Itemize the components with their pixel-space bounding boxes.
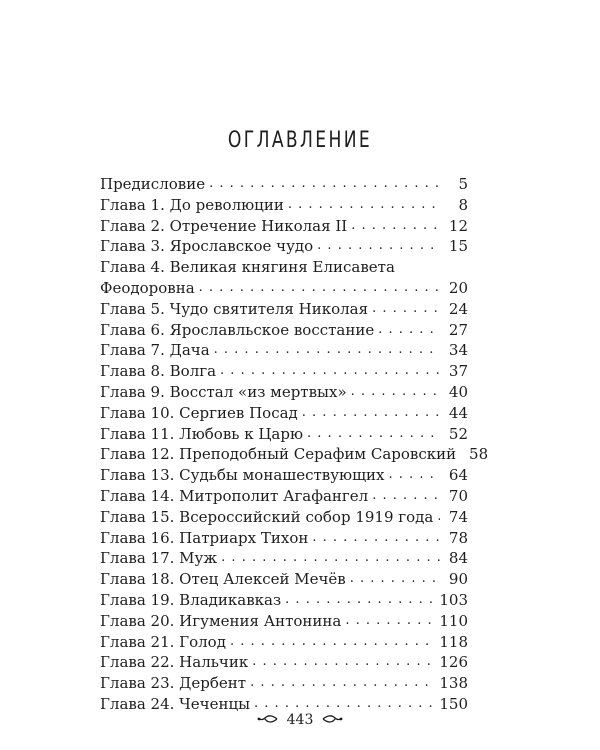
dot-leader — [288, 195, 440, 216]
toc-entry — [100, 507, 468, 528]
toc-entry-page: 74 — [448, 507, 468, 526]
toc-entry-title: Предисловие — [100, 175, 206, 193]
dot-leader — [209, 174, 440, 195]
toc-entry-page: 27 — [448, 320, 468, 339]
toc-entry-title: Глава 17. Муж — [100, 549, 218, 568]
toc-entry-title: Глава 8. Волга — [100, 362, 217, 381]
toc-entry — [100, 195, 468, 216]
toc-entry — [100, 528, 468, 549]
toc-entry-title: Глава 2. Отречение Николая II — [100, 216, 348, 235]
toc-entry-page: 44 — [448, 403, 468, 422]
toc-entry-title: Глава 6. Ярославльское восстание — [100, 320, 375, 339]
dot-leader — [317, 236, 440, 257]
toc-entry-title: Глава 9. Восстал «из мертвых» — [100, 382, 347, 401]
toc-entry-page: 118 — [439, 632, 468, 651]
toc-entry-page: 8 — [458, 195, 468, 214]
toc-entry — [100, 590, 468, 611]
dot-leader — [220, 361, 440, 382]
dot-leader — [302, 403, 440, 424]
folio-number: 443 — [286, 712, 314, 728]
dot-leader — [312, 528, 440, 549]
toc-entry-title: Глава 1. До революции — [100, 195, 284, 214]
toc-entry-page: 52 — [448, 424, 468, 443]
toc-entry-title: Глава 14. Митрополит Агафангел — [100, 486, 369, 505]
table-of-contents — [100, 174, 489, 715]
toc-entry-page: 84 — [448, 549, 468, 568]
toc-entry-title: Глава 3. Ярославское чудо — [100, 237, 314, 256]
toc-entry — [100, 548, 468, 569]
toc-entry — [100, 424, 468, 445]
toc-entry-title: Глава 13. Судьбы монашествующих — [100, 466, 385, 485]
toc-entry-page: 5 — [458, 175, 468, 193]
toc-entry-page: 126 — [439, 653, 468, 672]
dot-leader — [389, 465, 440, 486]
toc-entry-title: Глава 18. Отец Алексей Мечёв — [100, 570, 346, 589]
toc-entry — [100, 340, 468, 361]
toc-entry-title: Глава 12. Преподобный Серафим Саровский — [100, 445, 457, 464]
dot-leader — [345, 611, 435, 632]
toc-entry — [100, 444, 489, 465]
toc-entry — [100, 611, 468, 632]
toc-entry-title: Глава 5. Чудо святителя Николая — [100, 299, 369, 318]
dot-leader — [372, 486, 440, 507]
toc-entry — [100, 569, 468, 590]
dot-leader — [250, 673, 435, 694]
dot-leader — [285, 590, 435, 611]
right-ornament-icon — [322, 712, 344, 728]
dot-leader — [221, 548, 440, 569]
toc-entry — [100, 236, 468, 257]
dot-leader — [307, 424, 440, 445]
toc-entry-title: Глава 15. Всероссийский собор 1919 года — [100, 507, 434, 526]
toc-entry-title: Глава 24. Чеченцы — [100, 694, 251, 713]
toc-entry-page: 40 — [448, 382, 468, 401]
toc-entry — [100, 278, 468, 299]
toc-entry-page: 64 — [448, 466, 468, 485]
toc-entry-title: Глава 10. Сергиев Посад — [100, 403, 298, 422]
toc-entry — [100, 403, 468, 424]
toc-entry — [100, 361, 468, 382]
toc-entry-title: Феодоровна — [100, 278, 195, 297]
toc-entry-page: 20 — [448, 278, 468, 297]
toc-entry-page: 90 — [448, 570, 468, 589]
toc-entry — [100, 174, 468, 195]
toc-entry-page: 138 — [439, 674, 468, 693]
toc-entry — [100, 632, 468, 653]
dot-leader — [252, 652, 435, 673]
toc-entry — [100, 465, 468, 486]
toc-entry — [100, 257, 468, 278]
dot-leader — [378, 320, 440, 341]
toc-entry-title: Глава 16. Патриарх Тихон — [100, 528, 309, 547]
toc-entry-title: Глава 21. Голод — [100, 632, 226, 651]
toc-entry-page: 37 — [448, 362, 468, 381]
page-number — [0, 712, 600, 728]
toc-entry — [100, 216, 468, 237]
dot-leader — [351, 216, 440, 237]
dot-leader — [230, 632, 435, 653]
toc-entry-page: 110 — [439, 611, 468, 630]
toc-entry-title: Глава 19. Владикавказ — [100, 590, 282, 609]
toc-entry — [100, 382, 468, 403]
toc-entry — [100, 652, 468, 673]
toc-entry-page: 34 — [448, 341, 468, 360]
toc-entry-title: Глава 22. Нальчик — [100, 653, 249, 672]
toc-entry — [100, 486, 468, 507]
toc-entry-page: 24 — [448, 299, 468, 318]
toc-entry-page: 103 — [439, 590, 468, 609]
toc-entry — [100, 299, 468, 320]
toc-entry-page: 12 — [448, 216, 468, 235]
toc-entry — [100, 320, 468, 341]
toc-entry — [100, 673, 468, 694]
toc-entry-page: 70 — [448, 486, 468, 505]
toc-entry-title: Глава 11. Любовь к Царю — [100, 424, 304, 443]
dot-leader — [214, 340, 440, 361]
left-ornament-icon — [256, 712, 278, 728]
toc-entry-title: Глава 7. Дача — [100, 341, 210, 360]
page-title: ОГЛАВЛЕНИЕ — [227, 127, 373, 153]
dot-leader — [350, 569, 440, 590]
toc-entry-title: Глава 20. Игумения Антонина — [100, 611, 342, 630]
dot-leader — [199, 278, 440, 299]
dot-leader — [372, 299, 440, 320]
toc-entry-page: 150 — [439, 694, 468, 713]
toc-entry-page: 15 — [448, 237, 468, 256]
dot-leader — [351, 382, 440, 403]
toc-entry-page: 78 — [448, 528, 468, 547]
dot-leader — [437, 507, 440, 528]
toc-entry-title: Глава 23. Дербент — [100, 674, 247, 693]
toc-entry-title: Глава 4. Великая княгиня Елисавета — [100, 258, 395, 277]
toc-entry-page: 58 — [469, 445, 489, 464]
